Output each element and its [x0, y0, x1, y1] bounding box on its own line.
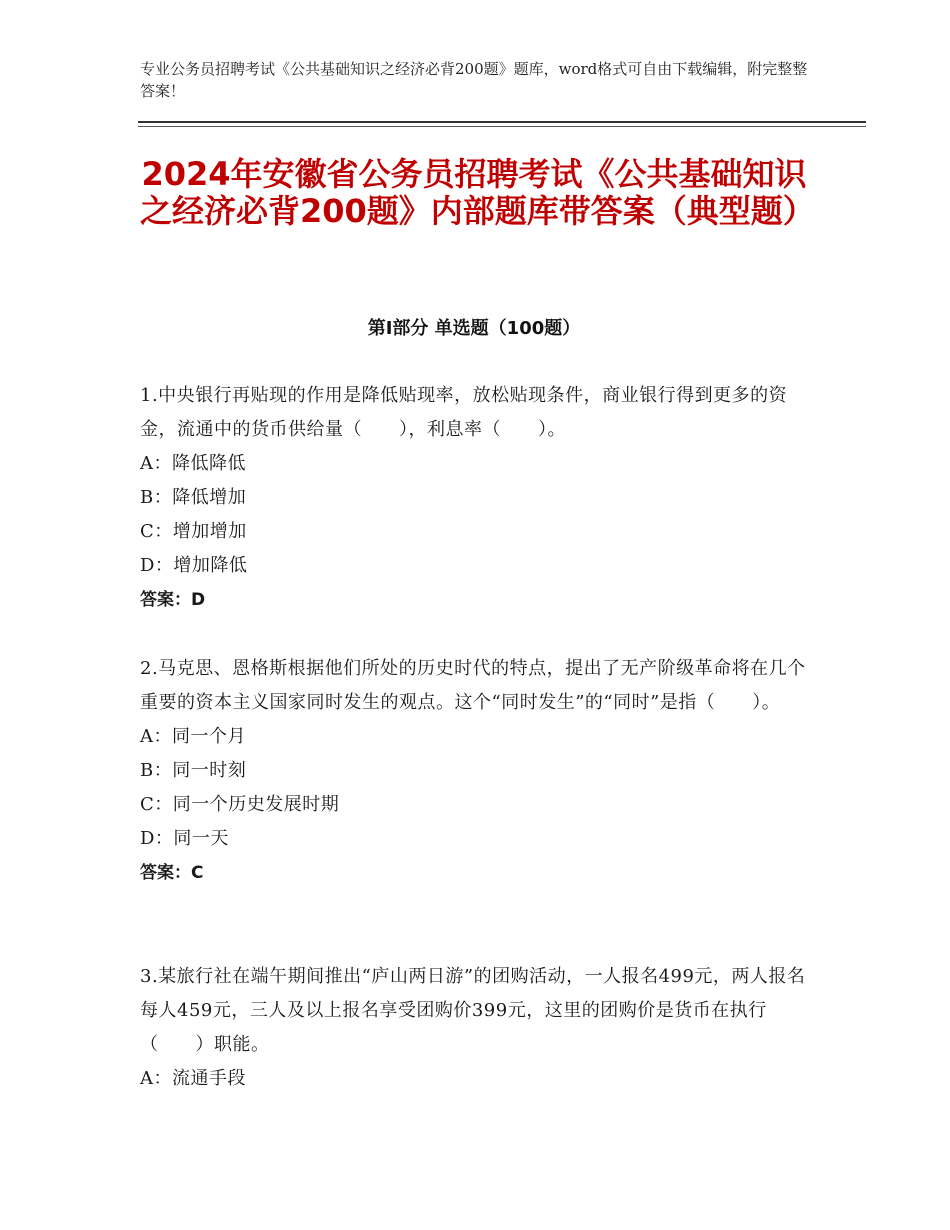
option-d: D：同一天 [140, 828, 229, 849]
answer: 答案：D [140, 590, 206, 610]
option-a: A：降低降低 [140, 453, 246, 474]
question-stem: 3.某旅行社在端午期间推出“庐山两日游”的团购活动，一人报名499元，两人报名每人459元，三人及以上报名享受团购价399元，这里的团购价是货币在执行（ ）职能。 [140, 966, 806, 1055]
question-1 [140, 379, 810, 617]
section-title: 第Ⅰ部分 单选题（100题） [367, 318, 581, 339]
document-title: 2024年安徽省公务员招聘考试《公共基础知识之经济必背200题》内部题库带答案（典型题） [140, 155, 815, 230]
header-note: 专业公务员招聘考试《公共基础知识之经济必背200题》题库，word格式可自由下载编辑，附完整整答案！ [140, 60, 808, 100]
question-3 [140, 960, 810, 1096]
option-b: B：同一时刻 [140, 760, 247, 781]
header-rule-thin [138, 126, 866, 127]
option-d: D：增加降低 [140, 555, 248, 576]
question-stem: 1.中央银行再贴现的作用是降低贴现率，放松贴现条件，商业银行得到更多的资金，流通中的货币供给量（ ），利息率（ ）。 [140, 385, 788, 440]
answer: 答案：C [140, 863, 204, 883]
question-stem: 2.马克思、恩格斯根据他们所处的历史时代的特点，提出了无产阶级革命将在几个重要的资本主义国家同时发生的观点。这个“同时发生”的“同时”是指（ ）。 [140, 658, 806, 713]
option-a: A：流通手段 [140, 1068, 246, 1089]
option-c: C：同一个历史发展时期 [140, 794, 340, 815]
option-c: C：增加增加 [140, 521, 247, 542]
option-b: B：降低增加 [140, 487, 247, 508]
option-a: A：同一个月 [140, 726, 246, 747]
header-rule-thick [138, 121, 866, 123]
question-2 [140, 652, 810, 890]
